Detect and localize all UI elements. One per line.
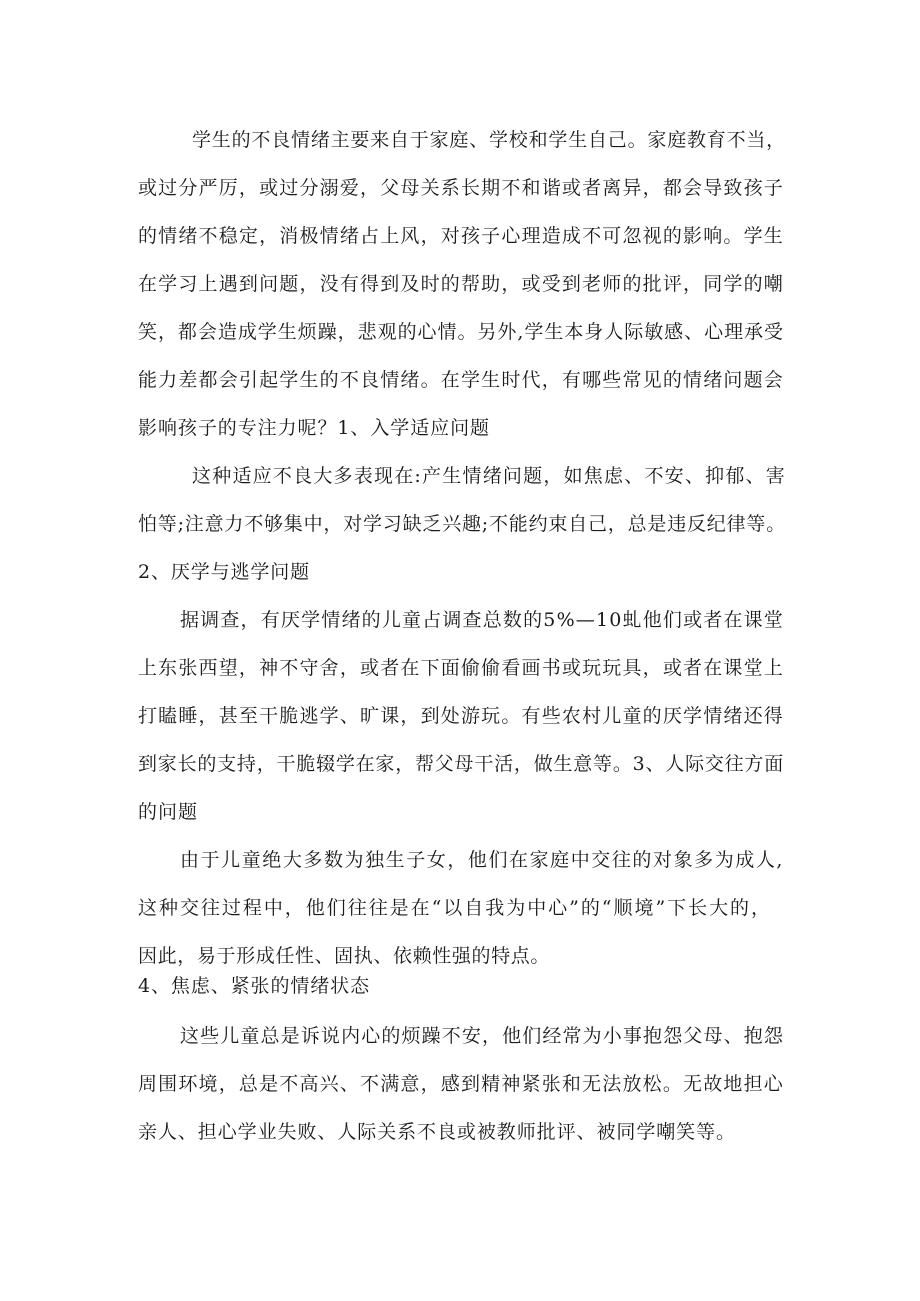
text-line: 怕等;注意力不够集中，对学习缺乏兴趣;不能约束自己，总是违反纪律等。 [138, 513, 786, 535]
text-line: 因此，易于形成任性、固执、依赖性强的特点。 [138, 945, 550, 967]
text-line: 周围环境，总是不高兴、不满意，感到精神紧张和无法放松。无故地担心 [138, 1073, 784, 1095]
text-line: 学生的不良情绪主要来自于家庭、学校和学生自己。家庭教育不当， [192, 129, 786, 151]
text-line: 到家长的支持，干脆辍学在家，帮父母干活，做生意等。3、人际交往方面 [138, 753, 784, 775]
text-line: 的问题 [138, 801, 198, 823]
text-line: 能力差都会引起学生的不良情绪。在学生时代，有哪些常见的情绪问题会 [138, 369, 784, 391]
text-line: 影响孩子的专注力呢？1、入学适应问题 [138, 417, 490, 439]
text-line: 在学习上遇到问题，没有得到及时的帮助，或受到老师的批评，同学的嘲 [138, 273, 784, 295]
section-heading: 4、焦虑、紧张的情绪状态 [138, 975, 370, 997]
text-line: 亲人、担心学业失败、人际关系不良或被教师批评、被同学嘲笑等。 [138, 1121, 736, 1143]
text-line: 这种适应不良大多表现在:产生情绪问题，如焦虑、不安、抑郁、害 [192, 465, 786, 487]
text-line: 或过分严厉，或过分溺爱，父母关系长期不和谐或者离异，都会导致孩子 [138, 177, 784, 199]
text-line: 的情绪不稳定，消极情绪占上风，对孩子心理造成不可忽视的影响。学生 [138, 225, 784, 247]
text-line: 上东张西望，神不守舍，或者在下面偷偷看画书或玩玩具，或者在课堂上 [138, 657, 784, 679]
text-line: 这些儿童总是诉说内心的烦躁不安，他们经常为小事抱怨父母、抱怨 [180, 1025, 784, 1047]
text-line: 笑，都会造成学生烦躁，悲观的心情。另外,学生本身人际敏感、心理承受 [138, 321, 784, 343]
text-line: 打瞌睡，甚至干脆逃学、旷课，到处游玩。有些农村儿童的厌学情绪还得 [138, 705, 784, 727]
text-line: 据调查，有厌学情绪的儿童占调查总数的5%—10虬他们或者在课堂 [180, 609, 784, 631]
section-heading: 2、厌学与逃学问题 [138, 561, 310, 583]
text-line: 由于儿童绝大多数为独生子女，他们在家庭中交往的对象多为成人, [180, 849, 784, 871]
text-line: 这种交往过程中，他们往往是在“以自我为中心”的“顺境”下长大的， [138, 897, 772, 919]
